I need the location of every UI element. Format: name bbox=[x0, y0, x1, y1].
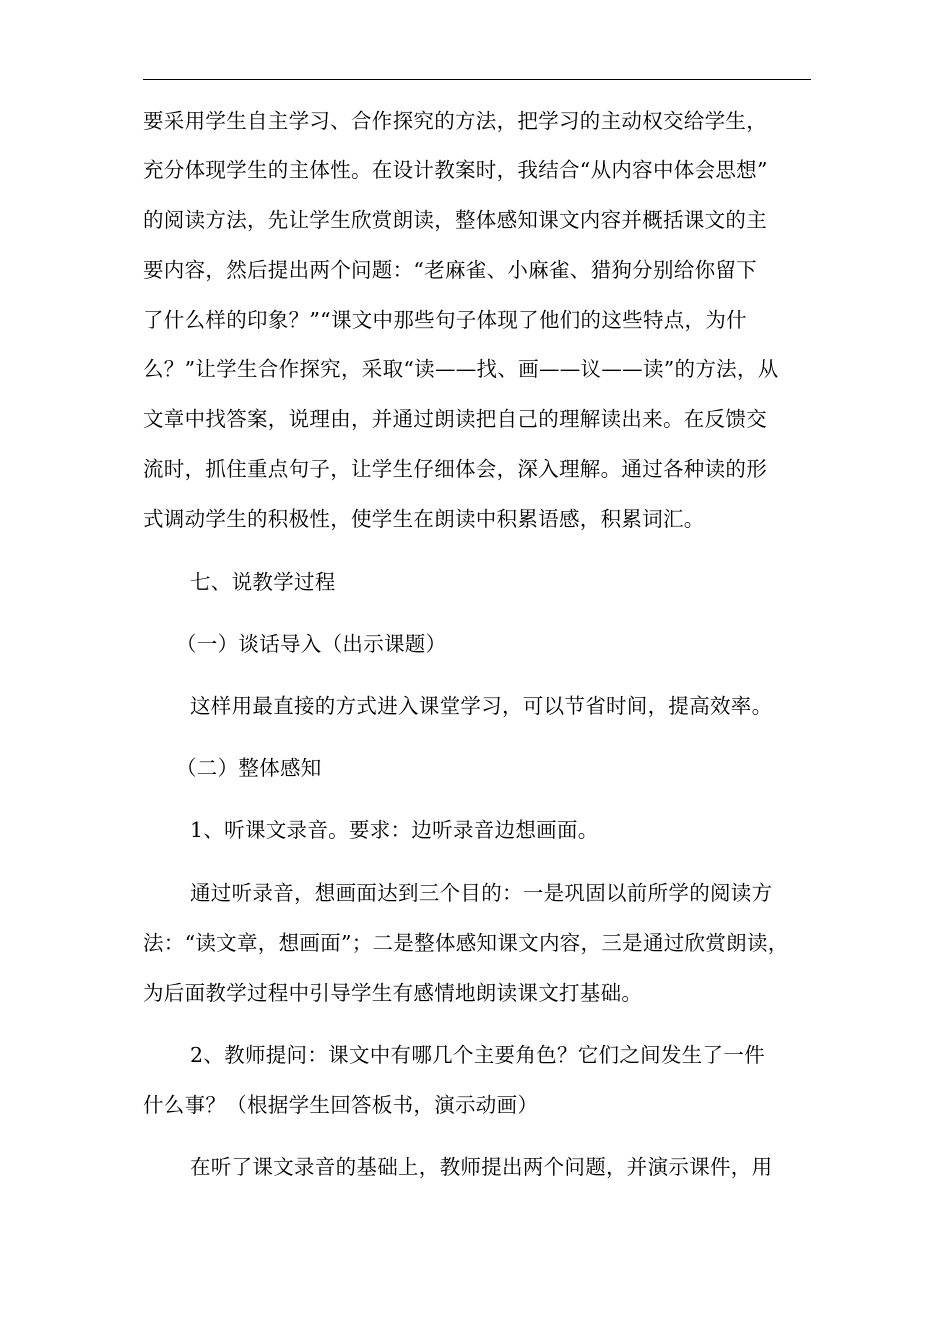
paragraph-line: 了什么样的印象？”“课文中那些句子体现了他们的这些特点，为什 bbox=[143, 308, 747, 332]
paragraph-line: 要采用学生自主学习、合作探究的方法，把学习的主动权交给学生， bbox=[143, 109, 767, 133]
paragraph-line: 的阅读方法，先让学生欣赏朗读，整体感知课文内容并概括课文的主 bbox=[143, 208, 767, 232]
paragraph-line: 通过听录音，想画面达到三个目的：一是巩固以前所学的阅读方 bbox=[190, 881, 773, 905]
header-rule bbox=[143, 79, 811, 80]
paragraph-line: 这样用最直接的方式进入课堂学习，可以节省时间，提高效率。 bbox=[190, 694, 773, 718]
paragraph-line: 为后面教学过程中引导学生有感情地朗读课文打基础。 bbox=[143, 981, 643, 1005]
paragraph-line: 充分体现学生的主体性。在设计教案时，我结合“从内容中体会思想” bbox=[143, 158, 768, 182]
paragraph-line: 流时，抓住重点句子，让学生仔细体会，深入理解。通过各种读的形 bbox=[143, 457, 767, 481]
list-item: 2、教师提问：课文中有哪几个主要角色？它们之间发生了一件 bbox=[190, 1043, 765, 1067]
paragraph-line: 文章中找答案，说理由，并通过朗读把自己的理解读出来。在反馈交 bbox=[143, 407, 767, 431]
list-item: 什么事？（根据学生回答板书，演示动画） bbox=[143, 1093, 539, 1117]
list-item: 1、听课文录音。要求：边听录音边想画面。 bbox=[190, 818, 599, 842]
subsection-heading: （一）谈话导入（出示课题） bbox=[176, 632, 447, 656]
paragraph-line: 法：“读文章，想画面”；二是整体感知课文内容，三是通过欣赏朗读， bbox=[143, 931, 789, 955]
subsection-heading: （二）整体感知 bbox=[176, 756, 322, 780]
section-heading: 七、说教学过程 bbox=[190, 570, 336, 594]
paragraph-line: 么？”让学生合作探究，采取“读——找、画——议——读”的方法，从 bbox=[143, 357, 779, 381]
paragraph-line: 式调动学生的积极性，使学生在朗读中积累语感，积累词汇。 bbox=[143, 507, 705, 531]
paragraph-line: 要内容，然后提出两个问题：“老麻雀、小麻雀、猎狗分别给你留下 bbox=[143, 258, 757, 282]
paragraph-line: 在听了课文录音的基础上，教师提出两个问题，并演示课件，用 bbox=[190, 1155, 773, 1179]
